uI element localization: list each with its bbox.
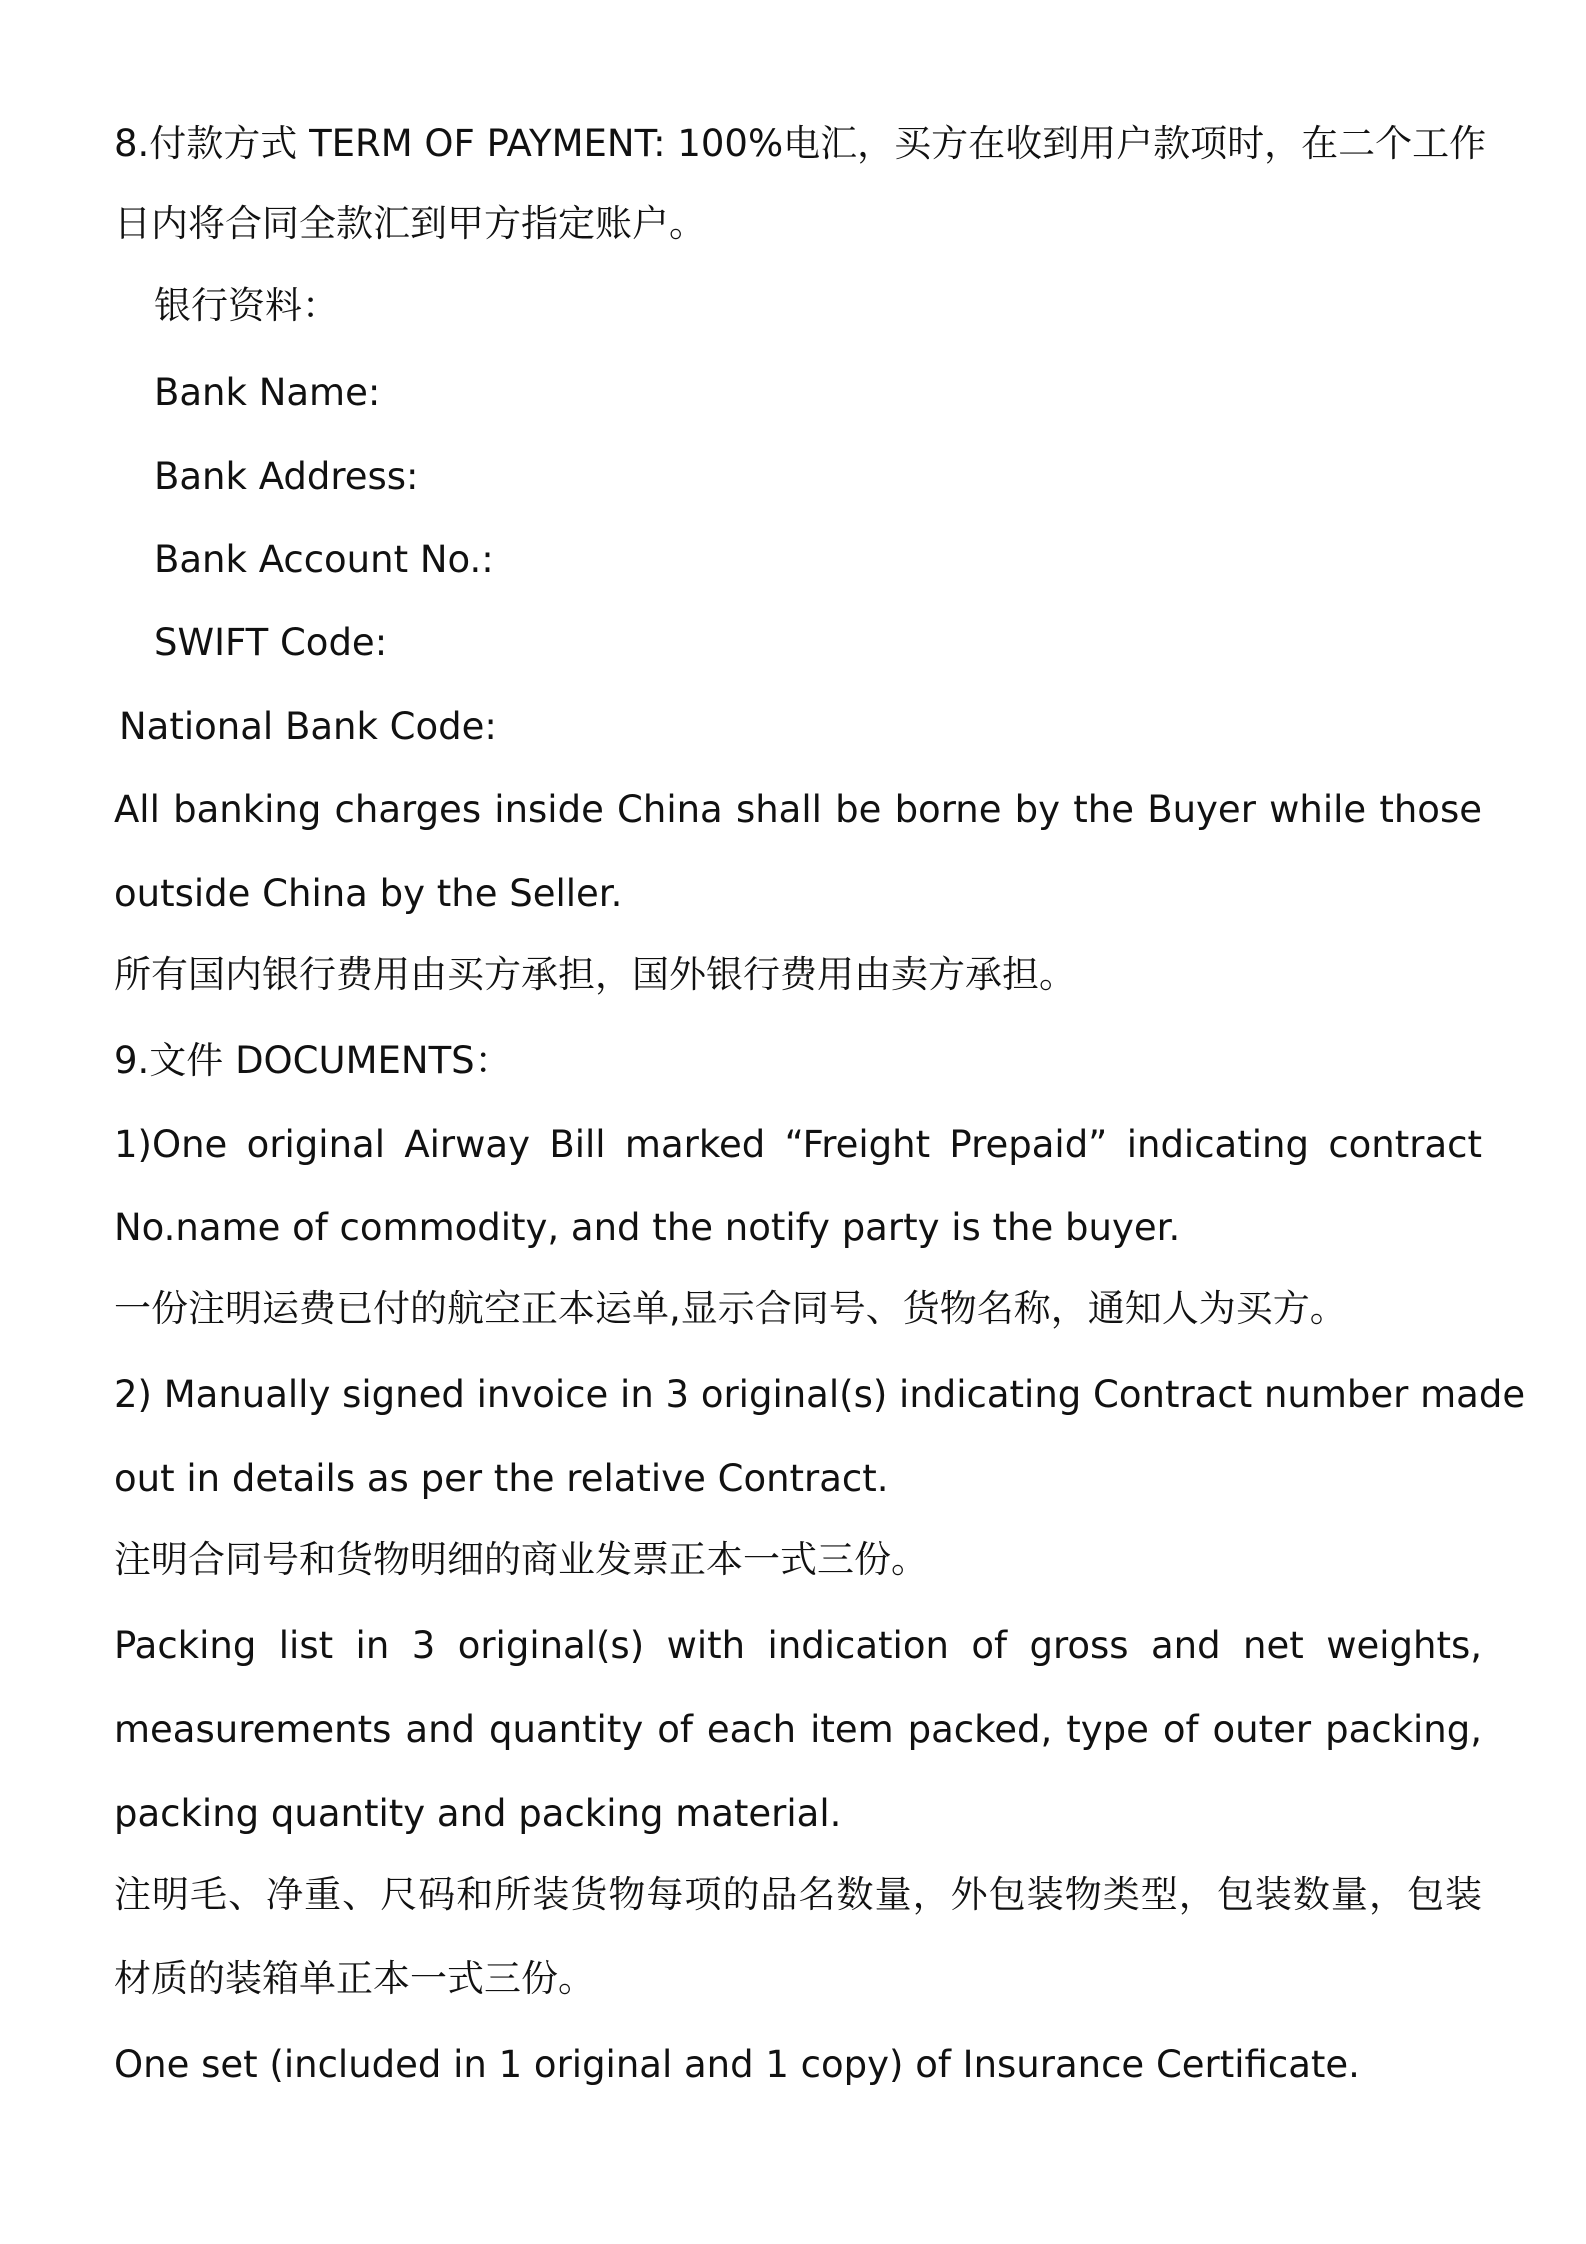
charges-en-line2: outside China by the Seller.: [114, 872, 623, 915]
payment-title-line2: 日内将合同全款汇到甲方指定账户。: [114, 202, 706, 245]
item2-en-line1: 2) Manually signed invoice in 3 original(s) indicating Contract number made: [114, 1373, 1526, 1416]
packing-cn-line1: 注明毛、净重、尺码和所装货物每项的品名数量，外包装物类型，包装数量，包装: [114, 1873, 1482, 1916]
national-bank-code-label: National Bank Code:: [119, 705, 497, 748]
bank-address-label: Bank Address:: [154, 455, 419, 498]
item1-en-line2: No.name of commodity, and the notify party is the buyer.: [114, 1206, 1181, 1249]
bank-account-label: Bank Account No.:: [154, 538, 494, 581]
bank-info-heading: 银行资料：: [154, 284, 339, 327]
packing-cn-line2: 材质的装箱单正本一式三份。: [114, 1957, 595, 2000]
documents-title: 9.文件 DOCUMENTS：: [114, 1039, 512, 1082]
charges-en-line1: All banking charges inside China shall be borne by the Buyer while those: [114, 788, 1482, 831]
item1-en-line1: 1)One original Airway Bill marked “Freight Prepaid” indicating contract: [114, 1123, 1482, 1166]
bank-name-label: Bank Name:: [154, 371, 381, 414]
item2-en-line2: out in details as per the relative Contract.: [114, 1457, 889, 1500]
payment-title-line1: 8.付款方式 TERM OF PAYMENT: 100%电汇，买方在收到用户款项时，在二个工作: [114, 122, 1487, 165]
document-page: [114, 0, 1526, 2244]
packing-en-line1: Packing list in 3 original(s) with indication of gross and net weights,: [114, 1624, 1482, 1667]
packing-en-line3: packing quantity and packing material.: [114, 1792, 842, 1835]
item1-cn: 一份注明运费已付的航空正本运单,显示合同号、货物名称，通知人为买方。: [114, 1287, 1347, 1330]
insurance-en: One set (included in 1 original and 1 copy) of Insurance Certificate.: [114, 2043, 1360, 2086]
charges-cn: 所有国内银行费用由买方承担，国外银行费用由卖方承担。: [114, 953, 1076, 996]
swift-code-label: SWIFT Code:: [154, 621, 388, 664]
packing-en-line2: measurements and quantity of each item packed, type of outer packing,: [114, 1708, 1482, 1751]
item2-cn: 注明合同号和货物明细的商业发票正本一式三份。: [114, 1538, 928, 1581]
